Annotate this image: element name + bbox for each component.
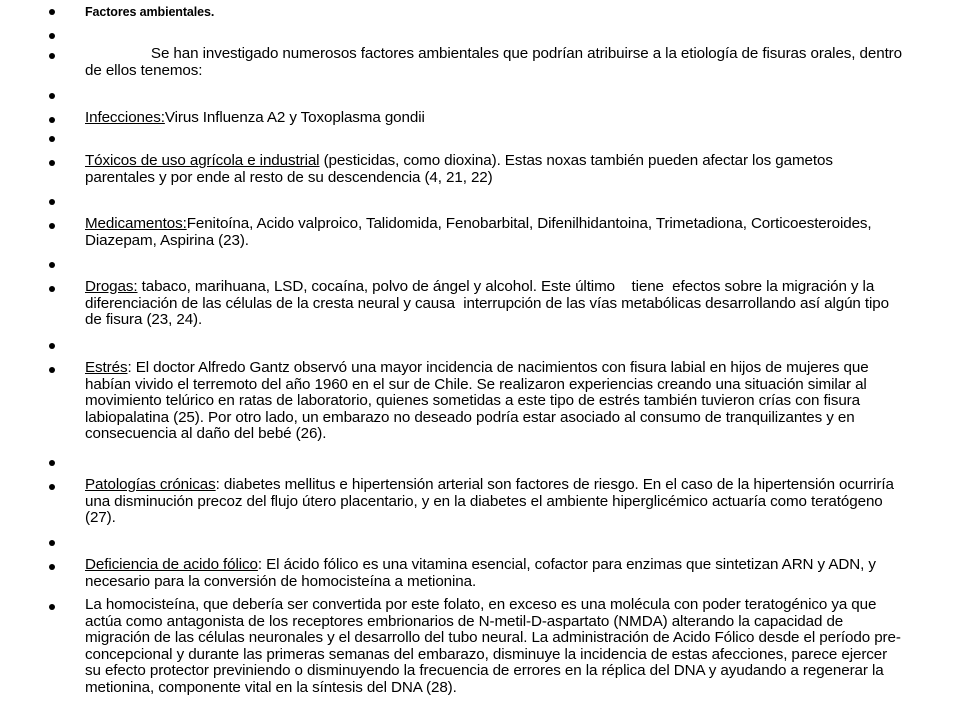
bullet-dot-icon: [49, 604, 55, 610]
item-body: Virus Influenza A2 y Toxoplasma gondii: [164, 109, 425, 126]
bullet-dot-icon: [49, 93, 55, 99]
bullet-dot-icon: [49, 160, 55, 166]
item-text: [85, 5, 905, 19]
item-text: [85, 110, 905, 127]
item-body: : El ácido fólico es una vitamina esencial, cofactor para enzimas que sintetizan ARN y ADN, y necesario para la conversión de homocisteína a metionina.: [85, 556, 876, 590]
bullet-dot-icon: [49, 117, 55, 123]
item-label: Tóxicos de uso agrícola e industrial: [85, 152, 320, 169]
bullet-dot-icon: [49, 367, 55, 373]
bullet-dot-icon: [49, 199, 55, 205]
item-body: tabaco, marihuana, LSD, cocaína, polvo de ángel y alcohol. Este último tiene efectos sobre la migración y la diferenciación de las células de la cresta neural y causa interrupción de las vías metabólicas desarrollando así algún tipo de fisura (23, 24).: [85, 278, 894, 328]
item-body: : El doctor Alfredo Gantz observó una mayor incidencia de nacimientos con fisura labial en hijos de mujeres que habían vivido el terremoto del año 1960 en el sur de Chile. Se realizaron experiencias creando una situación similar al movimiento telúrico en ratas de laboratorio, quienes sometidas a este tipo de estrés también tuvieron crías con fisura labiopalatina (25). Por otro lado, un embarazo no deseado podría estar asociado al consumo de tranquilizantes y en consecuencia al daño del bebé (26).: [85, 359, 869, 442]
bullet-dot-icon: [49, 223, 55, 229]
item-text: [85, 153, 905, 186]
bullet-dot-icon: [49, 33, 55, 39]
bullet-dot-icon: [49, 9, 55, 15]
bullet-dot-icon: [49, 460, 55, 466]
item-body: : diabetes mellitus e hipertensión arterial son factores de riesgo. En el caso de la hipertensión ocurriría una disminución precoz del flujo útero placentario, y en la diabetes el ambiente hiperglicémico actuaría como teratógeno (27).: [85, 476, 894, 526]
item-label: Drogas:: [85, 278, 138, 295]
bullet-dot-icon: [49, 136, 55, 142]
item-label: Deficiencia de acido fólico: [85, 556, 258, 573]
item-body: Fenitoína, Acido valproico, Talidomida, Fenobarbital, Difenilhidantoina, Trimetadiona, Corticoesteroides, Diazepam, Aspirina (23).: [85, 215, 872, 249]
item-text: [85, 557, 905, 590]
item-label: Estrés: [85, 359, 128, 376]
item-text: [85, 279, 905, 329]
item-text: [85, 216, 905, 249]
bullet-dot-icon: [49, 53, 55, 59]
item-text: Se han investigado numerosos factores ambientales que podrían atribuirse a la etiología de fisuras orales, dentro de ellos tenemos:: [85, 45, 907, 79]
bullet-dot-icon: [49, 564, 55, 570]
item-body: (pesticidas, como dioxina). Estas noxas también pueden afectar los gametos parentales y por ende al resto de su descendencia (4, 21, 22): [85, 152, 833, 186]
bullet-dot-icon: [49, 286, 55, 292]
heading-label: Factores ambientales.: [85, 5, 215, 19]
item-text: [85, 477, 905, 527]
bullet-dot-icon: [49, 343, 55, 349]
bullet-dot-icon: [49, 484, 55, 490]
item-label: Patologías crónicas: [85, 476, 216, 493]
item-label: Medicamentos:: [85, 215, 187, 232]
bullet-dot-icon: [49, 262, 55, 268]
item-label: Infecciones:: [85, 109, 165, 126]
item-text: [85, 360, 905, 443]
item-text: La homocisteína, que debería ser convertida por este folato, en exceso es una molécula con poder teratogénico ya que actúa como antagonista de los receptores embrionarios de N-metil-D-aspartato (NMDA) alterando la capacidad de migración de las células neuronales y el desarrollo del tubo neural. La administración de Acido Fólico desde el período pre-concepcional y durante las primeras semanas del embarazo, disminuye la incidencia de estas afecciones, parece ejercer su efecto protector previniendo o disminuyendo la frecuencia de errores en la réplica del DNA y ayudando a regenerar la metionina, componente vital en la síntesis del DNA (28).: [85, 596, 901, 696]
bullet-dot-icon: [49, 540, 55, 546]
